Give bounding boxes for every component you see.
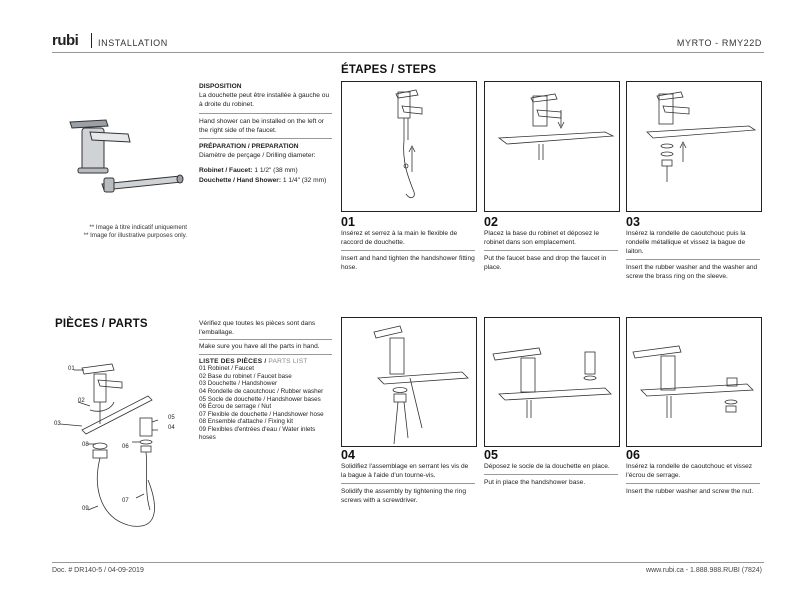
- step-02-number: 02: [484, 215, 498, 229]
- steps-title: ÉTAPES / STEPS: [341, 64, 437, 76]
- step-03-fr: Insérez la rondelle de caoutchouc puis la rondelle métallique et vissez la bague de laiton.: [626, 230, 746, 255]
- header-divider: [52, 52, 764, 53]
- step-06-illustration: [626, 317, 762, 447]
- part-item: 08 Ensemble d'attache / Fixing kit: [199, 418, 293, 426]
- step-01-number: 01: [341, 215, 355, 229]
- parts-list-label: LISTE DES PIÈCES /: [199, 357, 267, 365]
- step-05-number: 05: [484, 448, 498, 462]
- step-05-fr: Déposez le socle de la douchette en place.: [484, 463, 610, 470]
- step-04-en: Solidify the assembly by tightening the ring screws with a screwdriver.: [341, 488, 466, 504]
- step-02-illustration: [484, 81, 620, 212]
- part-item: 07 Flexible de douchette / Handshower hose: [199, 410, 324, 418]
- shower-label: Douchette / Hand Shower:: [199, 176, 282, 184]
- step-04-number: 04: [341, 448, 355, 462]
- step-03-text: [626, 215, 760, 281]
- contact-info: www.rubi.ca - 1.888.988.RUBI (7824): [646, 567, 762, 574]
- part-item: 03 Douchette / Handshower: [199, 380, 278, 388]
- part-item: 05 Socle de douchette / Handshower bases: [199, 395, 321, 403]
- step-06-fr: Insérez la rondelle de caoutchouc et vissez l'écrou de serrage.: [626, 463, 753, 479]
- step-01-fr: Insérez et serrez à la main le flexible de raccord de douchette.: [341, 230, 458, 246]
- step-02-text: [484, 215, 618, 272]
- parts-intro: [199, 319, 332, 441]
- footer-divider: [52, 562, 764, 563]
- section-title: INSTALLATION: [98, 38, 168, 48]
- disposition-en: Hand shower can be installed on the left or the right side of the faucet.: [199, 117, 324, 134]
- step-05-illustration: [484, 317, 620, 447]
- product-image: [60, 108, 190, 198]
- prep-sub: Diamètre de perçage / Drilling diameter:: [199, 152, 316, 160]
- disclaimer-fr: ** Image à titre indicatif uniquement: [89, 224, 187, 231]
- step-06-text: [626, 448, 760, 496]
- disposition-block: [199, 82, 332, 185]
- step-01-en: Insert and hand tighten the handshower fitting hose.: [341, 255, 475, 271]
- divider: [199, 138, 332, 139]
- disposition-title: DISPOSITION: [199, 83, 242, 90]
- callout-01: 01: [68, 366, 75, 372]
- step-04-text: [341, 448, 475, 505]
- step-06-en: Insert the rubber washer and screw the nut.: [626, 488, 754, 495]
- faucet-label: Robinet / Faucet:: [199, 167, 253, 175]
- disposition-fr: La douchette peut être installée à gauche ou à droite du robinet.: [199, 92, 330, 109]
- step-03-illustration: [626, 81, 762, 212]
- document-number: Doc. # DR140-5 / 04-09-2019: [52, 567, 144, 574]
- parts-intro-en: Make sure you have all the parts in hand.: [199, 343, 320, 351]
- callout-02: 02: [78, 398, 85, 404]
- step-02-en: Put the faucet base and drop the faucet in place.: [484, 255, 607, 271]
- step-05-en: Put in place the handshower base.: [484, 479, 586, 486]
- step-05-text: [484, 448, 618, 487]
- model-number: MYRTO - RMY22D: [676, 38, 762, 48]
- part-item: 01 Robinet / Faucet: [199, 365, 254, 373]
- header-separator: [91, 33, 92, 48]
- parts-intro-fr: Vérifiez que toutes les pièces sont dans l'emballage.: [199, 320, 316, 337]
- step-03-en: Insert the rubber washer and the washer and screw the brass ring on the sleeve.: [626, 264, 758, 280]
- parts-title: PIÈCES / PARTS: [55, 318, 148, 330]
- step-04-illustration: [341, 317, 477, 447]
- callout-06: 06: [122, 444, 129, 450]
- callout-08: 08: [82, 442, 89, 448]
- part-item: 04 Rondelle de caoutchouc / Rubber washer: [199, 387, 324, 395]
- step-06-number: 06: [626, 448, 640, 462]
- parts-list-label-en: PARTS LIST: [268, 357, 308, 365]
- callout-07: 07: [122, 498, 129, 504]
- callout-04: 04: [168, 425, 175, 431]
- step-01-text: [341, 215, 475, 272]
- part-item: 02 Base du robinet / Faucet base: [199, 372, 292, 380]
- prep-title: PRÉPARATION / PREPARATION: [199, 143, 299, 151]
- faucet-value: 1 1/2" (38 mm): [254, 167, 298, 175]
- callout-09: 09: [82, 506, 89, 512]
- part-item: 09 Flexibles d'entrées d'eau / Water inlets hoses: [199, 425, 316, 441]
- step-01-illustration: [341, 81, 477, 212]
- step-02-fr: Placez la base du robinet et déposez le robinet dans son emplacement.: [484, 230, 600, 246]
- step-04-fr: Solidifiez l'assemblage en serrant les vis de la bague à l'aide d'un tourne-vis.: [341, 463, 469, 479]
- part-item: 06 Écrou de serrage / Nut: [199, 403, 272, 411]
- callout-03: 03: [54, 421, 61, 427]
- divider: [199, 113, 332, 114]
- step-03-number: 03: [626, 215, 640, 229]
- brand-logo: rubi: [52, 32, 79, 49]
- callout-05: 05: [168, 415, 175, 421]
- disclaimer-en: ** Image for illustrative purposes only.: [83, 232, 187, 239]
- shower-value: 1 1/4" (32 mm): [282, 176, 327, 184]
